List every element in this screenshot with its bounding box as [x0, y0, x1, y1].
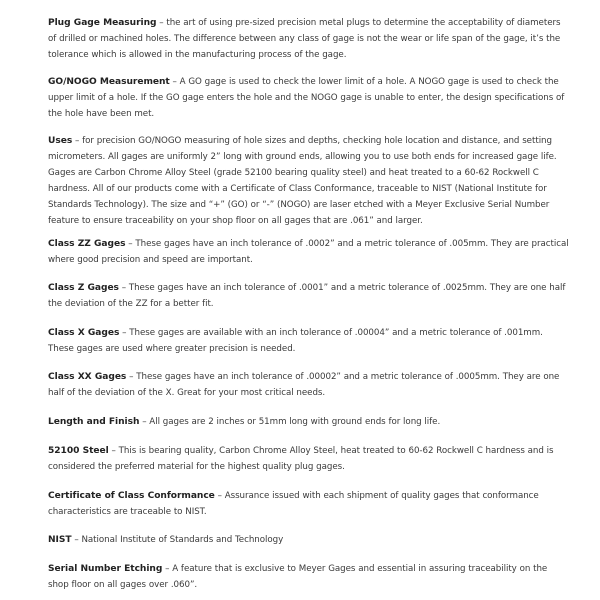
term-definition: – These gages have an inch tolerance of .0002” and a metric tolerance of .005mm. They are practical where good precision and speed are important. [48, 239, 569, 265]
paragraph-serial-number-etching [48, 561, 570, 593]
term-definition: – National Institute of Standards and Technology [71, 535, 284, 545]
term-definition: – A GO gage is used to check the lower limit of a hole. A NOGO gage is used to check the upper limit of a hole. If the GO gage enters the hole and the NOGO gage is unable to enter, the design specifications of the hole have been met. [48, 77, 565, 119]
paragraph-certificate-of-class-conformance [48, 488, 570, 520]
term-definition: – A feature that is exclusive to Meyer Gages and essential in assuring traceability on the shop floor on all gages over .060”. [48, 564, 548, 590]
paragraph-uses [48, 133, 570, 229]
term-heading: Class Z Gages [48, 283, 119, 293]
term-heading: Class ZZ Gages [48, 239, 126, 249]
term-definition: – These gages are available with an inch tolerance of .00004” and a metric tolerance of .001mm. These gages are used where greater precision is needed. [48, 328, 543, 354]
term-heading: Class X Gages [48, 328, 120, 338]
term-definition: – the art of using pre-sized precision metal plugs to determine the acceptability of diameters of drilled or machined holes. The difference between any class of gage is not the wear or life span of the gage, it’s the tolerance which is allowed in the manufacturing process of the gage. [48, 18, 561, 60]
paragraph-nist [48, 532, 570, 548]
term-heading: GO/NOGO Measurement [48, 77, 170, 87]
paragraph-class-xx-gages [48, 369, 570, 401]
term-heading: NIST [48, 535, 72, 545]
term-definition: – This is bearing quality, Carbon Chrome Alloy Steel, heat treated to 60-62 Rockwell C hardness and is considered the preferred material for the highest quality plug gages. [48, 446, 554, 472]
paragraph-plug-gage-measuring [48, 15, 570, 63]
paragraph-go-nogo-measurement [48, 74, 570, 122]
paragraph-length-and-finish [48, 414, 570, 430]
term-definition: – All gages are 2 inches or 51mm long with ground ends for long life. [139, 417, 441, 427]
paragraph-class-x-gages [48, 325, 570, 357]
term-heading: Uses [48, 136, 73, 146]
term-heading: Serial Number Etching [48, 564, 163, 574]
term-heading: Class XX Gages [48, 372, 127, 382]
paragraph-52100-steel [48, 443, 570, 475]
term-definition: – These gages have an inch tolerance of .00002” and a metric tolerance of .0005mm. They are one half of the deviation of the X. Great for your most critical needs. [48, 372, 560, 398]
term-definition: – These gages have an inch tolerance of .0001” and a metric tolerance of .0025mm. They are one half the deviation of the ZZ for a better fit. [48, 283, 566, 309]
term-heading: Plug Gage Measuring [48, 18, 157, 28]
term-heading: Length and Finish [48, 417, 140, 427]
paragraph-class-z-gages [48, 280, 570, 312]
paragraph-class-zz-gages [48, 236, 570, 268]
term-heading: 52100 Steel [48, 446, 109, 456]
term-definition: – for precision GO/NOGO measuring of hole sizes and depths, checking hole location and distance, and setting micrometers. All gages are uniformly 2” long with ground ends, allowing you to use both ends for increased gage life. Gages are Carbon Chrome Alloy Steel (grade 52100 bearing quality steel) and heat treated to a 60-62 Rockwell C hardness. All of our products come with a Certificate of Class Conformance, traceable to NIST (National Institute for Standards Technology). The size and “+” (GO) or “-” (NOGO) are laser etched with a Meyer Exclusive Serial Number feature to ensure traceability on your shop floor on all gages that are .061” and larger. [48, 136, 557, 226]
term-definition: – Assurance issued with each shipment of quality gages that conformance characteristics are traceable to NIST. [48, 491, 539, 517]
term-heading: Certificate of Class Conformance [48, 491, 215, 501]
